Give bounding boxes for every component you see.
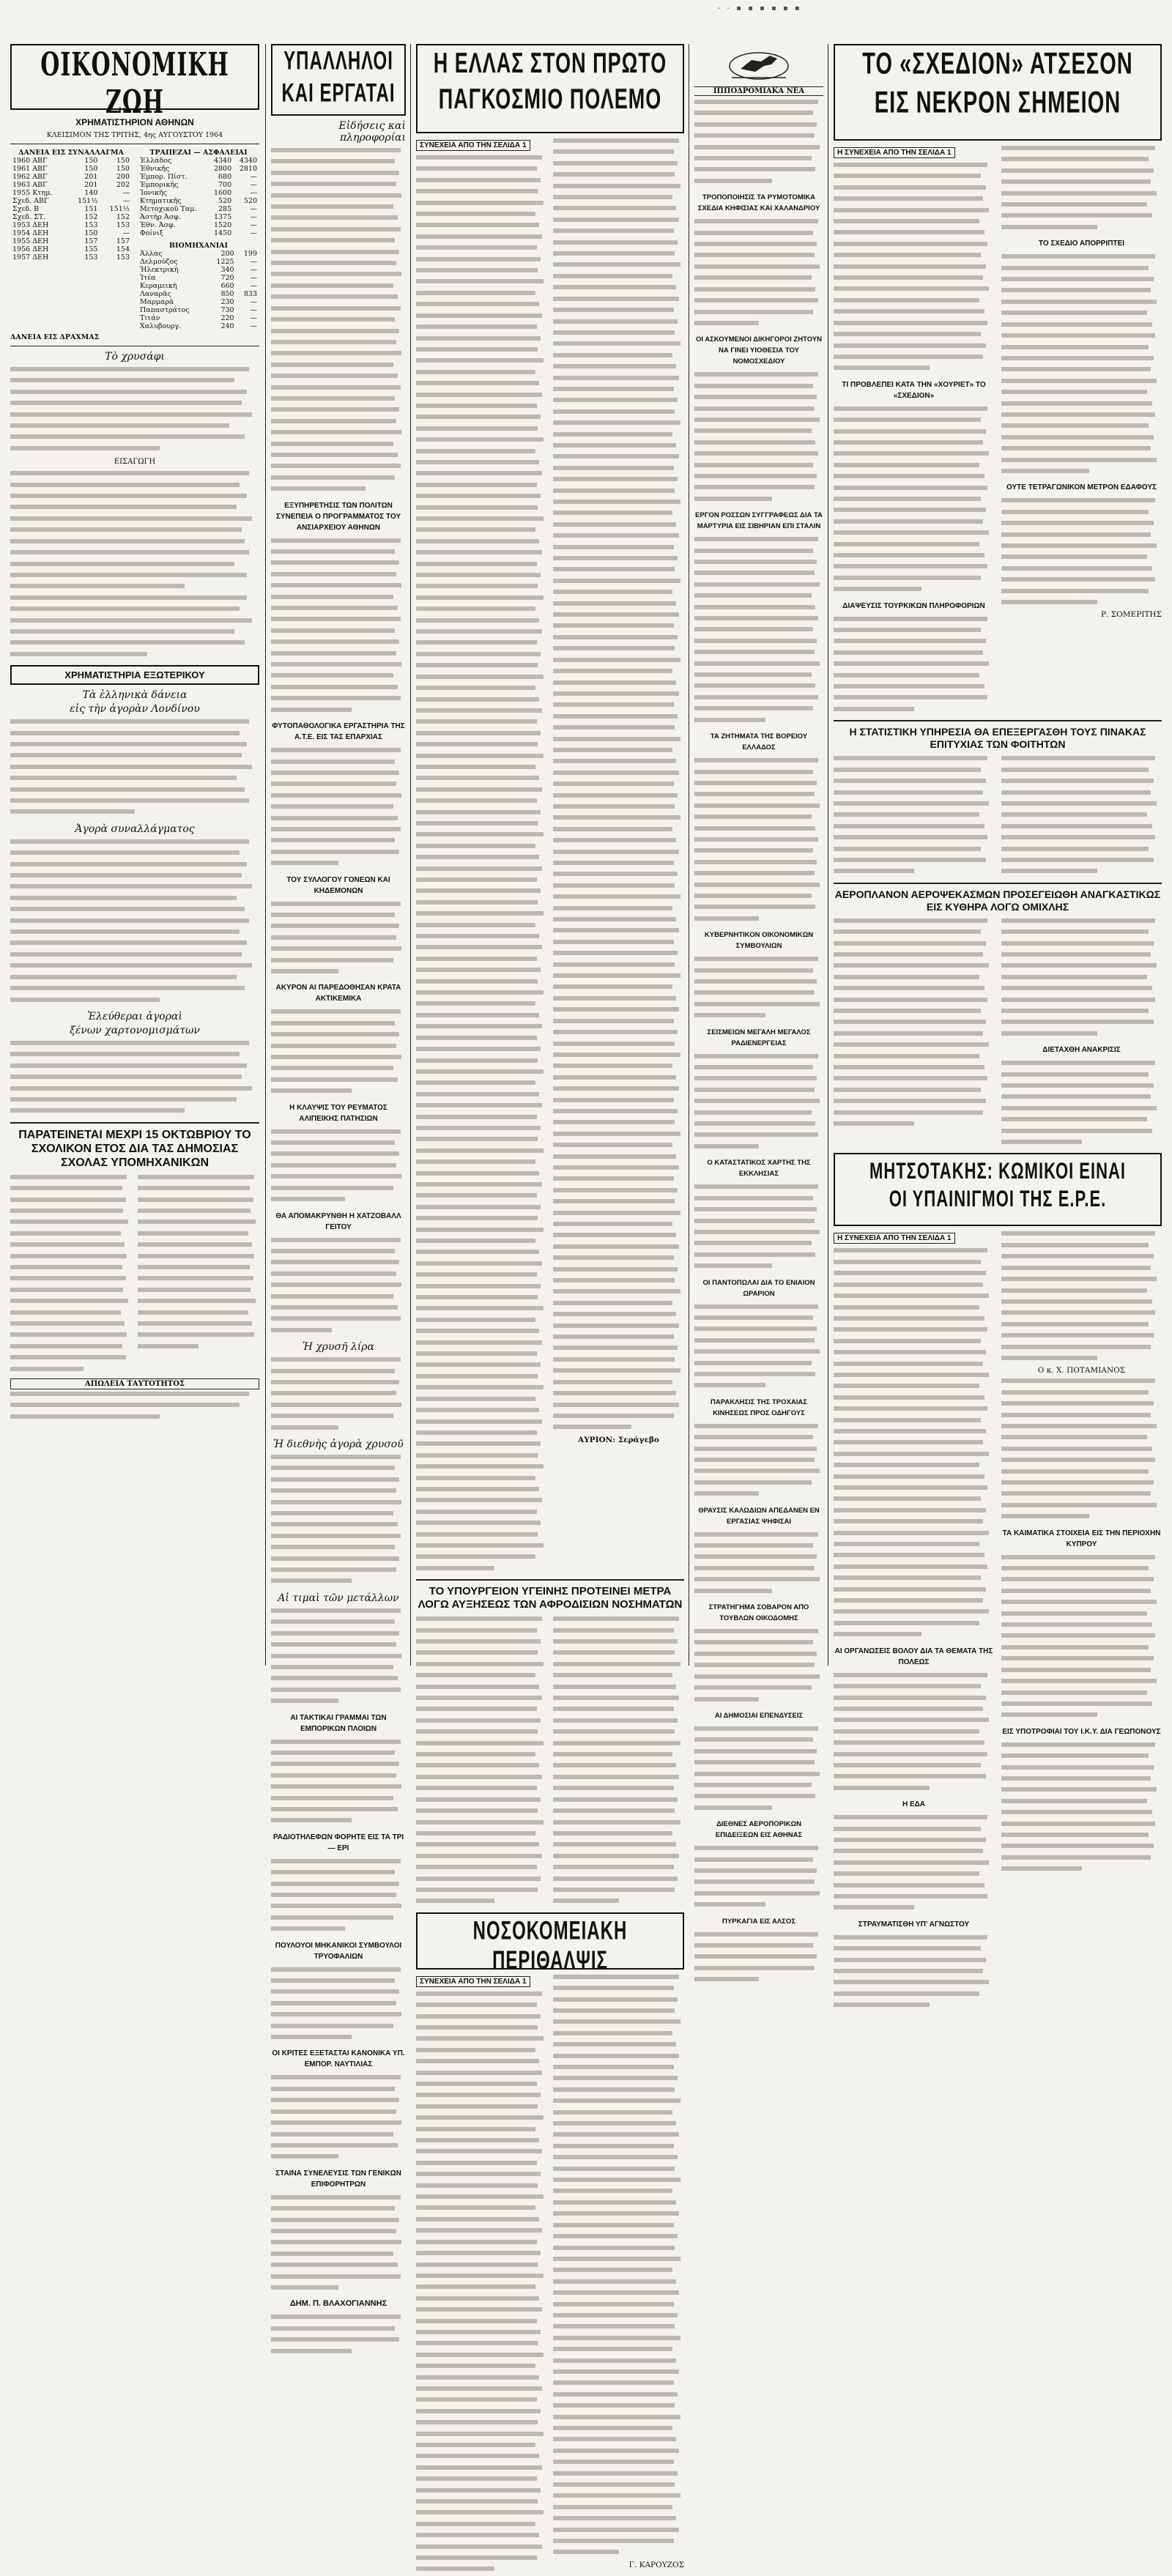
air-show-headline: ΔΙΕΘΝΕΣ ΑΕΡΟΠΟΡΙΚΩΝ ΕΠΙΔΕΙΞΕΩΝ ΕΙΣ ΑΘΗΝΑΣ [715,1820,803,1840]
drachma-loans-header: ΔΑΝΕΙΑ ΕΙΣ ΔΡΑΧΜΑΣ [10,333,100,341]
quote-value: — [250,258,257,266]
quote-value: 1600 [213,189,232,197]
quote-value: — [250,314,257,322]
text-block [1001,1058,1162,1148]
quote-value: 201 [84,181,98,189]
fx-loans-table [10,157,132,261]
banks-header: ΤΡΑΠΕΖΑΙ — ΑΣΦΑΛΕΙΑΙ [149,149,248,157]
author-signature: Γ. ΚΑΡΟΥΖΟΣ [628,2560,684,2569]
metals-subhead: Αἱ τιμαὶ τῶν μετάλλων [278,1592,399,1604]
quote-name: Δελμούζος [140,258,178,266]
quote-value: — [122,229,130,237]
quote-row [10,245,132,253]
quote-name: 1960 ΑΒΓ [12,157,48,165]
provisions-headline: ΤΙ ΠΡΟΒΛΕΠΕΙ ΚΑΤΑ ΤΗΝ «ΧΟΥΡΙΕΤ» ΤΟ «ΣΧΕΔΙΟΝ» [842,380,986,400]
quote-value: 660 [220,282,234,290]
section-title: ΟΙΚΟΝΟΜΙΚΗ ΖΩΗ [40,47,229,122]
text-block [416,153,547,1575]
quote-value: — [250,266,257,274]
quote-name: Ἠλεκτρικὴ [140,266,179,274]
text-block [271,1355,406,1434]
foreign-exchanges-title: ΧΡΗΜΑΤΙΣΤΗΡΙΑ ΕΞΩΤΕΡΙΚΟΥ [64,669,205,681]
quote-value: — [250,173,257,181]
quote-value: 157 [84,237,98,245]
text-block [271,1965,406,2044]
london-market-subhead: εἰς τὴν ἀγορὰν Λονδίνου [70,703,200,716]
hospital-care-headline: ΝΟΣΟΚΟΜΕΙΑΚΗ ΠΕΡΙΘΑΛΨΙΣ [472,1916,628,1975]
quote-value: 200 [220,250,234,258]
quote-value: 153 [84,253,98,261]
school-year-headline: ΠΑΡΑΤΕΙΝΕΤΑΙ ΜΕΧΡΙ 15 ΟΚΤΩΒΡΙΟΥ ΤΟ ΣΧΟΛΙΚΟΝ ΕΤΟΣ ΔΙΑ ΤΑΣ ΔΗΜΟΣΙΑΣ ΣΧΟΛΑΣ ΥΠΟΜΗΧΑΝΙΚΩΝ [18,1128,251,1169]
author-signature: Ρ. ΣΟΜΕΡΙΤΗΣ [1101,610,1162,620]
quote-row [138,181,259,189]
quote-value: 200 [116,173,130,181]
quote-name: Φοίνιξ [140,229,163,237]
quote-row [10,205,132,213]
text-block [10,717,259,819]
quote-row [10,173,132,181]
phyto-headline: ΦΥΤΟΠΑΘΟΛΟΓΙΚΑ ΕΡΓΑΣΤΗΡΙΑ ΤΗΣ Α.Τ.Ε. ΕΙΣ ΤΑΣ ΕΠΑΡΧΙΑΣ [272,722,405,742]
text-block [1001,754,1162,877]
exchange-subtitle: ΚΛΕΙΣΙΜΟΝ ΤΗΣ ΤΡΙΤΗΣ, 4ης ΑΥΓΟΥΣΤΟΥ 1964 [46,131,223,139]
news-subhead: Εἰδήσεις καὶ πληροφορίαι [338,120,406,144]
quote-row [10,181,132,189]
quote-value: 850 [220,290,234,298]
quote-value: 1225 [216,258,234,266]
quote-name: Λαναρᾶς [140,290,171,298]
text-block [1001,496,1162,609]
text-block [10,593,259,661]
quote-value: — [250,306,257,314]
quote-row [138,197,259,205]
text-block [694,97,823,188]
cyprus-plan-column [834,44,1162,1929]
races-header: ΙΠΠΟΔΡΟΜΙΑΚΑ ΝΕΑ [694,86,823,96]
quote-value: 4340 [213,157,232,165]
text-block [271,2073,406,2163]
quote-value: — [250,298,257,306]
banks-table [138,157,259,237]
shipping-lines-headline: ΑΙ ΤΑΚΤΙΚΑΙ ΓΡΑΜΜΑΙ ΤΩΝ ΕΜΠΟΡΙΚΩΝ ΠΛΟΙΩΝ [290,1713,387,1733]
quote-row [138,306,259,314]
text-block [416,1614,547,1908]
quote-value: 150 [116,157,130,165]
quote-name: Ἐμπορικῆς [140,181,179,189]
quote-row [138,250,259,258]
judges-headline: ΟΙ ΚΡΙΤΕΣ ΕΞΕΤΑΣΤΑΙ ΚΑΝΟΝΙΚΑ ΥΠ. ΕΜΠΟΡ. ΝΑΥΤΙΛΙΑΣ [272,2049,405,2069]
text-block [834,1671,994,1794]
quote-name: Παπαστράτος [140,306,190,314]
russian-writers-headline: ΕΡΓΟΝ ΡΟΣΣΩΝ ΣΥΓΓΡΑΦΕΩΣ ΔΙΑ ΤΑ ΜΑΡΤΥΡΙΑ ΕΙΣ ΣΙΒΗΡΙΑΝ ΕΠΙ ΣΤΑΛΙΝ [695,511,823,531]
quote-name: Ἀλλας [140,250,163,258]
text-block [1001,1740,1162,1876]
service-headline: ΕΞΥΠΗΡΕΤΗΣΙΣ ΤΩΝ ΠΟΛΙΤΩΝ ΣΥΝΕΠΕΙΑ Ο ΠΡΟΓΡΑΜΜΑΤΟΣ ΤΟΥ ΑΝΣΙΑΡΧΕΙΟΥ ΑΘΗΝΩΝ [275,501,401,532]
text-block [834,615,994,716]
quote-value: — [250,181,257,189]
text-block [694,217,823,330]
quote-value: 833 [243,290,257,298]
quote-row [10,237,132,245]
quote-value: — [122,189,130,197]
traffic-headline: ΠΑΡΑΚΛΗΣΙΣ ΤΗΣ ΤΡΟΧΑΙΑΣ ΚΙΝΗΣΕΩΣ ΠΡΟΣ ΟΔΗΓΟΥΣ [711,1398,807,1417]
quote-name: 1956 ΔΕΗ [12,245,49,253]
greek-loans-subhead: Τὰ ἑλληνικὰ δάνεια [82,689,188,702]
text-block [10,469,259,593]
quote-value: 730 [220,306,234,314]
quote-name: Σχεδ. ΣΤ. [12,213,46,221]
quote-name: 1954 ΔΕΗ [12,229,49,237]
health-ministry-headline: ΤΟ ΥΠΟΥΡΓΕΙΟΝ ΥΓΕΙΝΗΣ ΠΡΟΤΕΙΝΕΙ ΜΕΤΡΑ ΛΟΓΩ ΑΥΞΗΣΕΩΣ ΤΩΝ ΑΦΡΟΔΙΣΙΩΝ ΝΟΣΗΜΑΤΩΝ [418,1585,683,1611]
quote-name: 1955 Κτημ. [12,189,53,197]
quote-row [10,157,132,165]
quote-value: 154 [116,245,130,253]
weather-headline: ΤΑ ΚΑΙΜΑΤΙΚΑ ΣΤΟΙΧΕΙΑ ΕΙΣ ΤΗΝ ΠΕΡΙΟΧΗΝ ΚΥΠΡΟΥ [1002,1529,1161,1548]
quote-value: — [250,274,257,282]
quote-value: 520 [218,197,232,205]
quote-row [138,213,259,221]
quote-value: 230 [220,298,234,306]
quote-row [138,229,259,237]
quote-row [138,266,259,274]
quote-value: 151½ [78,197,98,205]
quote-value: — [122,197,130,205]
quote-value: — [250,213,257,221]
eda-headline: Η ΕΔΑ [902,1800,926,1809]
text-block [1001,252,1162,478]
quote-name: 1962 ΑΒΓ [12,173,48,181]
workers-column [271,44,406,2309]
plan-title-1: ΤΟ «ΣΧΕΔΙΟΝ» ΑΤΣΕΣΟΝ [862,47,1133,81]
quote-value: 153 [84,221,98,229]
stream-headline: Η ΚΛΑΥΨΙΣ ΤΟΥ ΡΕΥΜΑΤΟΣ ΑΛΙΠΕΙΚΗΣ ΠΑΤΗΣΙΩΝ [289,1103,387,1123]
quote-name: 1961 ΑΒΓ [12,165,48,173]
text-block [694,1724,823,1814]
quote-value: 285 [218,205,232,213]
quote-value: 1520 [213,221,232,229]
column-rule [265,44,266,1666]
quote-value: 150 [84,165,98,173]
tomorrow-note: ΑΥΡΙΟΝ: Σεράγεβο [578,1435,659,1444]
quote-row [138,282,259,290]
investments-headline: ΑΙ ΔΗΜΟΣΙΑΙ ΕΠΕΝΔΥΣΕΙΣ [714,1711,804,1720]
ww1-title-2: ΠΑΓΚΟΣΜΙΟ ΠΟΛΕΜΟ [438,83,662,115]
text-block [553,1614,684,1908]
ww1-column [416,44,684,2569]
plane-landing-headline: ΑΕΡΟΠΛΑΝΟΝ ΑΕΡΟΨΕΚΑΣΜΩΝ ΠΡΟΣΕΓΕΙΩΘΗ ΑΝΑΓΚΑΣΤΙΚΩΣ ΕΙΣ ΚΥΘΗΡΑ ΛΟΓΩ ΟΜΙΧΛΗΣ [834,888,1161,913]
foreign-notes-subhead: ξένων χαρτονομισμάτων [70,1024,200,1036]
investigation-headline: ΔΙΕΤΑΧΘΗ ΑΝΑΚΡΙΣΙΣ [1042,1046,1121,1055]
text-block [1001,1553,1162,1722]
free-markets-subhead: Ἐλεύθεραι ἀγοραὶ [87,1010,182,1022]
import-subhead: ΕΙΣΑΓΩΓΗ [114,458,156,467]
text-block [694,1627,823,1706]
removal-headline: ΘΑ ΑΠΟΜΑΚΡΥΝΘΗ Η ΧΑΤΖΟΒΑΛΛ ΓΕΙΤΟΥ [275,1211,401,1231]
radioactivity-headline: ΣΕΙΣΜΕΙΩΝ ΜΕΓΑΛΗ ΜΕΓΑΛΟΣ ΡΑΔΙΕΝΕΡΓΕΙΑΣ [707,1028,811,1047]
quote-row [10,189,132,197]
text-block [10,1173,132,1376]
text-block [271,1737,406,1827]
quote-name: Μετοχικοῦ Ταμ. [140,205,197,213]
parents-headline: ΤΟΥ ΣΥΛΛΟΓΟΥ ΓΟΝΕΩΝ ΚΑΙ ΚΗΔΕΜΟΝΩΝ [286,875,390,895]
quote-name: Σχεδ. ΑΒΓ [12,197,49,205]
engineers-headline: ΠΟΥΛΟΥΟΙ ΜΗΚΑΝΙΚΟΙ ΣΥΜΒΟΥΛΟΙ ΤΡΥΟΦΑΛΙΩΝ [275,1941,402,1961]
quote-value: 2810 [239,165,257,173]
quote-value: — [250,189,257,197]
text-block [834,754,994,877]
mitsotakis-title-1: ΜΗΤΣΟΤΑΚΗΣ: ΚΩΜΙΚΟΙ ΕΙΝΑΙ [869,1157,1126,1184]
continued-kicker: ΣΥΝΕΧΕΙΑ ΑΠΟ ΤΗΝ ΣΕΛΙΔΑ 1 [416,140,530,151]
text-block [1001,144,1162,234]
quote-value: 140 [84,189,98,197]
quote-value: 2800 [213,165,232,173]
quote-name: 1963 ΑΒΓ [12,181,48,189]
quote-value: 220 [220,314,234,322]
text-block [694,1422,823,1501]
gold-market-subhead: Ἡ διεθνὴς ἀγορὰ χρυσοῦ [273,1439,404,1450]
text-block [271,1236,406,1337]
text-block [694,535,823,727]
volos-headline: ΑΙ ΟΡΓΑΝΩΣΕΙΣ ΒΟΛΟΥ ΔΙΑ ΤΑ ΘΕΜΑΤΑ ΤΗΣ ΠΟΛΕΩΣ [834,1647,993,1666]
text-block [834,160,994,375]
quote-name: Χαλυβουργ. [140,322,182,330]
quote-value: 152 [116,213,130,221]
quote-value: 150 [84,157,98,165]
quote-row [10,229,132,237]
quote-value: 151½ [109,205,130,213]
quote-value: — [250,229,257,237]
quote-value: 152 [84,213,98,221]
loans-fx-header: ΔΑΝΕΙΑ ΕΙΣ ΣΥΝΑΛΛΑΓΜΑ [18,149,124,157]
ww1-title-1: Η ΕΛΛΑΣ ΣΤΟΝ ΠΡΩΤΟ [433,47,667,79]
quote-value: 150 [116,165,130,173]
quote-value: — [250,205,257,213]
text-block [271,2193,406,2295]
text-block [1001,1229,1162,1365]
quote-name: Σχεδ. Β [12,205,40,213]
advertiser-name: ΔΗΜ. Π. ΒΛΑΧΟΓΙΑΝΝΗΣ [289,2299,387,2309]
quote-row [10,197,132,205]
quote-value: 720 [220,274,234,282]
quote-row [138,173,259,181]
trainee-lawyers-headline: ΟΙ ΑΣΚΟΥΜΕΝΟΙ ΔΙΚΗΓΟΡΟΙ ΖΗΤΟΥΝ ΝΑ ΓΙΝΕΙ ΥΙΟΘΕΣΙΑ ΤΟΥ ΝΟΜΟΣΧΕΔΙΟΥ [695,335,823,366]
stabbed-headline: ΣΤΡΑΥΜΑΤΙΣΘΗ ΥΠ' ΑΓΝΩΣΤΟΥ [858,1920,970,1929]
radio-headline: ΡΑΔΙΟΤΗΛΕΦΩΝ ΦΟΡΗΤΕ ΕΙΣ ΤΑ ΤΡΙ— ΕΡΙ [272,1833,404,1852]
text-block [271,1127,406,1206]
councils-headline: ΚΥΒΕΡΝΗΤΙΚΟΝ ΟΙΚΟΝΟΜΙΚΩΝ ΣΥΜΒΟΥΛΙΩΝ [704,931,814,951]
statistics-headline: Η ΣΤΑΤΙΣΤΙΚΗ ΥΠΗΡΕΣΙΑ ΘΑ ΕΠΕΞΕΡΓΑΣΘΗ ΤΟΥΣ ΠΙΝΑΚΑΣ ΕΠΙΤΥΧΙΑΣ ΤΩΝ ΦΟΙΤΗΤΩΝ [849,726,1146,751]
economic-life-column [10,44,259,1666]
quote-value: 1450 [213,229,232,237]
potamianos-byline: Ο κ. Χ. ΠΟΤΑΜΙΑΝΟΣ [1037,1366,1126,1376]
text-block [834,1813,994,1915]
void-headline: ΑΚΥΡΟΝ ΑΙ ΠΑΡΕΔΟΘΗΣΑΝ ΚΡΑΤΑ ΑΚΤΙΚΕΜΙΚΑ [275,984,401,1003]
quote-value: 1375 [213,213,232,221]
quote-row [138,189,259,197]
horse-racing-emblem-icon [726,44,792,85]
text-block [271,536,406,717]
text-block [416,1989,547,2576]
text-block [694,756,823,925]
quote-name: 1955 ΔΕΗ [12,237,49,245]
fire-headline: ΠΥΡΚΑΓΙΑ ΕΙΣ ΑΛΣΟΣ [722,1917,796,1926]
continued-kicker: Η ΣΥΝΕΧΕΙΑ ΑΠΟ ΤΗΝ ΣΕΛΙΔΑ 1 [834,1233,955,1244]
quote-value: 151 [84,205,98,213]
exchange-title: ΧΡΗΜΑΤΙΣΤΗΡΙΟΝ ΑΘΗΝΩΝ [75,117,194,127]
continued-kicker: ΣΥΝΕΧΕΙΑ ΑΠΟ ΤΗΝ ΣΕΛΙΔΑ 1 [416,1976,530,1987]
text-block [10,1389,259,1423]
quote-value: — [250,221,257,229]
mitsotakis-title-2: ΟΙ ΥΠΑΙΝΙΓΜΟΙ ΤΗΣ Ε.Ρ.Ε. [889,1185,1107,1212]
text-block [694,1302,823,1392]
quote-value: 700 [218,181,232,189]
text-block [834,1246,994,1641]
quote-row [138,165,259,173]
industries-table [138,250,259,330]
quote-row [138,298,259,306]
text-block [834,404,994,596]
quote-name: Ἑλλάδος [140,157,172,165]
quote-value: 680 [218,173,232,181]
text-block [10,1039,259,1118]
masthead-marks: - - ▪ ▪ ▪ ▪ ▪ ▪ [718,4,802,12]
cable-break-headline: ΘΡΑΥΣΙΣ ΚΑΛΩΔΙΩΝ ΑΠΕΔΑΝΕΝ ΕΝ ΕΡΓΑΣΙΑΣ ΨΗΦΙΣΑΙ [698,1506,820,1526]
quote-row [10,221,132,229]
workers-title-1: ΥΠΑΛΛΗΛΟΙ [283,47,393,76]
text-block [1001,1376,1162,1523]
gold-subhead: Τὸ χρυσάφι [105,351,165,363]
text-block [271,1007,406,1097]
quote-name: Ἀστὴρ Ἀσφ. [140,213,181,221]
text-block [138,1173,259,1376]
quote-name: Ἐθν. Ἀσφ. [140,221,176,229]
text-block [694,1182,823,1272]
injury-headline: ΣΤΡΑΤΗΓΗΜΑ ΣΟΒΑΡΟΝ ΑΠΟ ΤΟΥΒΛΩΝ ΟΙΚΟΔΟΜΗΣ [708,1603,809,1623]
text-block [834,916,994,1149]
text-block [271,746,406,869]
quote-row [10,165,132,173]
quote-value: 4340 [239,157,257,165]
quote-value: 199 [243,250,257,258]
quote-row [10,253,132,261]
quote-value: 150 [84,229,98,237]
quote-value: 202 [116,181,130,189]
text-block [271,146,406,496]
assembly-headline: ΣΤΑΙΝΑ ΣΥΝΕΛΕΥΣΙΣ ΤΩΝ ΓΕΝΙΚΩΝ ΕΠΙΦΟΡΗΤΡΩΝ [275,2169,401,2189]
text-block [694,1052,823,1154]
quote-value: — [250,282,257,290]
quote-row [138,205,259,213]
grocers-headline: ΟΙ ΠΑΝΤΟΠΩΛΑΙ ΔΙΑ ΤΟ ΕΝΙΑΙΟΝ ΩΡΑΡΙΟΝ [702,1278,815,1298]
quote-name: Κεραμεικὴ [140,282,177,290]
text-block [271,1857,406,1936]
lost-id-header: ΑΠΩΛΕΙΑ ΤΑΥΤΟΤΗΤΟΣ [10,1378,259,1389]
text-block [694,1930,823,1986]
quote-name: 1953 ΔΕΗ [12,221,49,229]
quote-value: 153 [116,253,130,261]
industries-header: ΒΙΟΜΗΧΑΝΙΑΙ [169,242,228,250]
quote-name: Κτηματικῆς [140,197,182,205]
text-block [271,1452,406,1588]
text-block [271,899,406,979]
quote-row [138,258,259,266]
text-block [10,365,259,455]
text-block [271,1606,406,1708]
quote-value: — [250,322,257,330]
quote-row [138,322,259,330]
quote-row [138,221,259,229]
gold-sovereign-subhead: Ἡ χρυσῆ λίρα [302,1341,374,1354]
quote-row [10,213,132,221]
workers-title-2: ΚΑΙ ΕΡΓΑΤΑΙ [281,79,396,108]
rejects-headline: ΤΟ ΣΧΕΔΙΟ ΑΠΟΡΡΙΠΤΕΙ [1038,240,1125,248]
quote-name: Ἐμπορ. Πίστ. [140,173,188,181]
text-block [694,370,823,505]
quote-value: 520 [243,197,257,205]
church-charter-headline: Ο ΚΑΤΑΣΤΑΤΙΚΟΣ ΧΑΡΤΗΣ ΤΗΣ ΕΚΚΛΗΣΙΑΣ [707,1159,811,1178]
quote-name: Τιτάν [140,314,160,322]
quote-value: 157 [116,237,130,245]
quote-name: Ἐθνικῆς [140,165,170,173]
text-block [553,1972,684,2559]
quote-value: 155 [84,245,98,253]
quote-name: Μαρμαρᾶ [140,298,174,306]
quote-value: 240 [220,322,234,330]
text-block [694,954,823,1022]
fx-market-subhead: Ἀγορὰ συναλλάγματος [75,823,195,835]
quote-row [138,314,259,322]
text-block [10,837,259,1006]
quote-row [138,274,259,282]
quote-value: 201 [84,173,98,181]
quote-value: 340 [220,266,234,274]
short-news-column [694,44,823,1926]
text-block [271,2312,406,2358]
quote-name: Ἰτέα [140,274,156,282]
text-block [694,1844,823,1911]
scholarships-headline: ΕΙΣ ΥΠΟΤΡΟΦΙΑΙ ΤΟΥ Ι.Κ.Υ. ΔΙΑ ΓΕΩΠΟΝΟΥΣ [1002,1727,1161,1736]
column-rule [410,44,411,1666]
zoning-headline: ΤΡΟΠΟΠΟΙΗΣΙΣ ΤΑ ΡΥΜΟΤΟΜΙΚΑ ΣΧΕΔΙΑ ΚΗΦΙΣΙΑΣ ΚΑΙ ΧΑΛΑΝΔΡΙΟΥ [697,193,820,213]
quote-value: 153 [116,221,130,229]
northern-greece-headline: ΤΑ ΖΗΤΗΜΑΤΑ ΤΗΣ ΒΟΡΕΙΟΥ ΕΛΛΑΔΟΣ [710,732,808,752]
quote-name: 1957 ΔΕΗ [12,253,49,261]
text-block [1001,916,1162,1040]
quote-row [138,157,259,165]
text-block [553,136,684,1434]
quote-name: Ἰονικῆς [140,189,168,197]
quote-row [138,290,259,298]
plan-title-2: ΕΙΣ ΝΕΚΡΟΝ ΣΗΜΕΙΟΝ [874,86,1121,120]
text-block [834,1933,994,2012]
text-block [694,1530,823,1597]
continued-kicker: Η ΣΥΝΕΧΕΙΑ ΑΠΟ ΤΗΝ ΣΕΛΙΔΑ 1 [834,147,955,158]
denial-headline: ΔΙΑΨΕΥΣΙΣ ΤΟΥΡΚΙΚΩΝ ΠΛΗΡΟΦΟΡΙΩΝ [842,601,985,610]
no-square-meter-headline: ΟΥΤΕ ΤΕΤΡΑΓΩΝΙΚΟΝ ΜΕΤΡΟΝ ΕΔΑΦΟΥΣ [1006,483,1157,492]
